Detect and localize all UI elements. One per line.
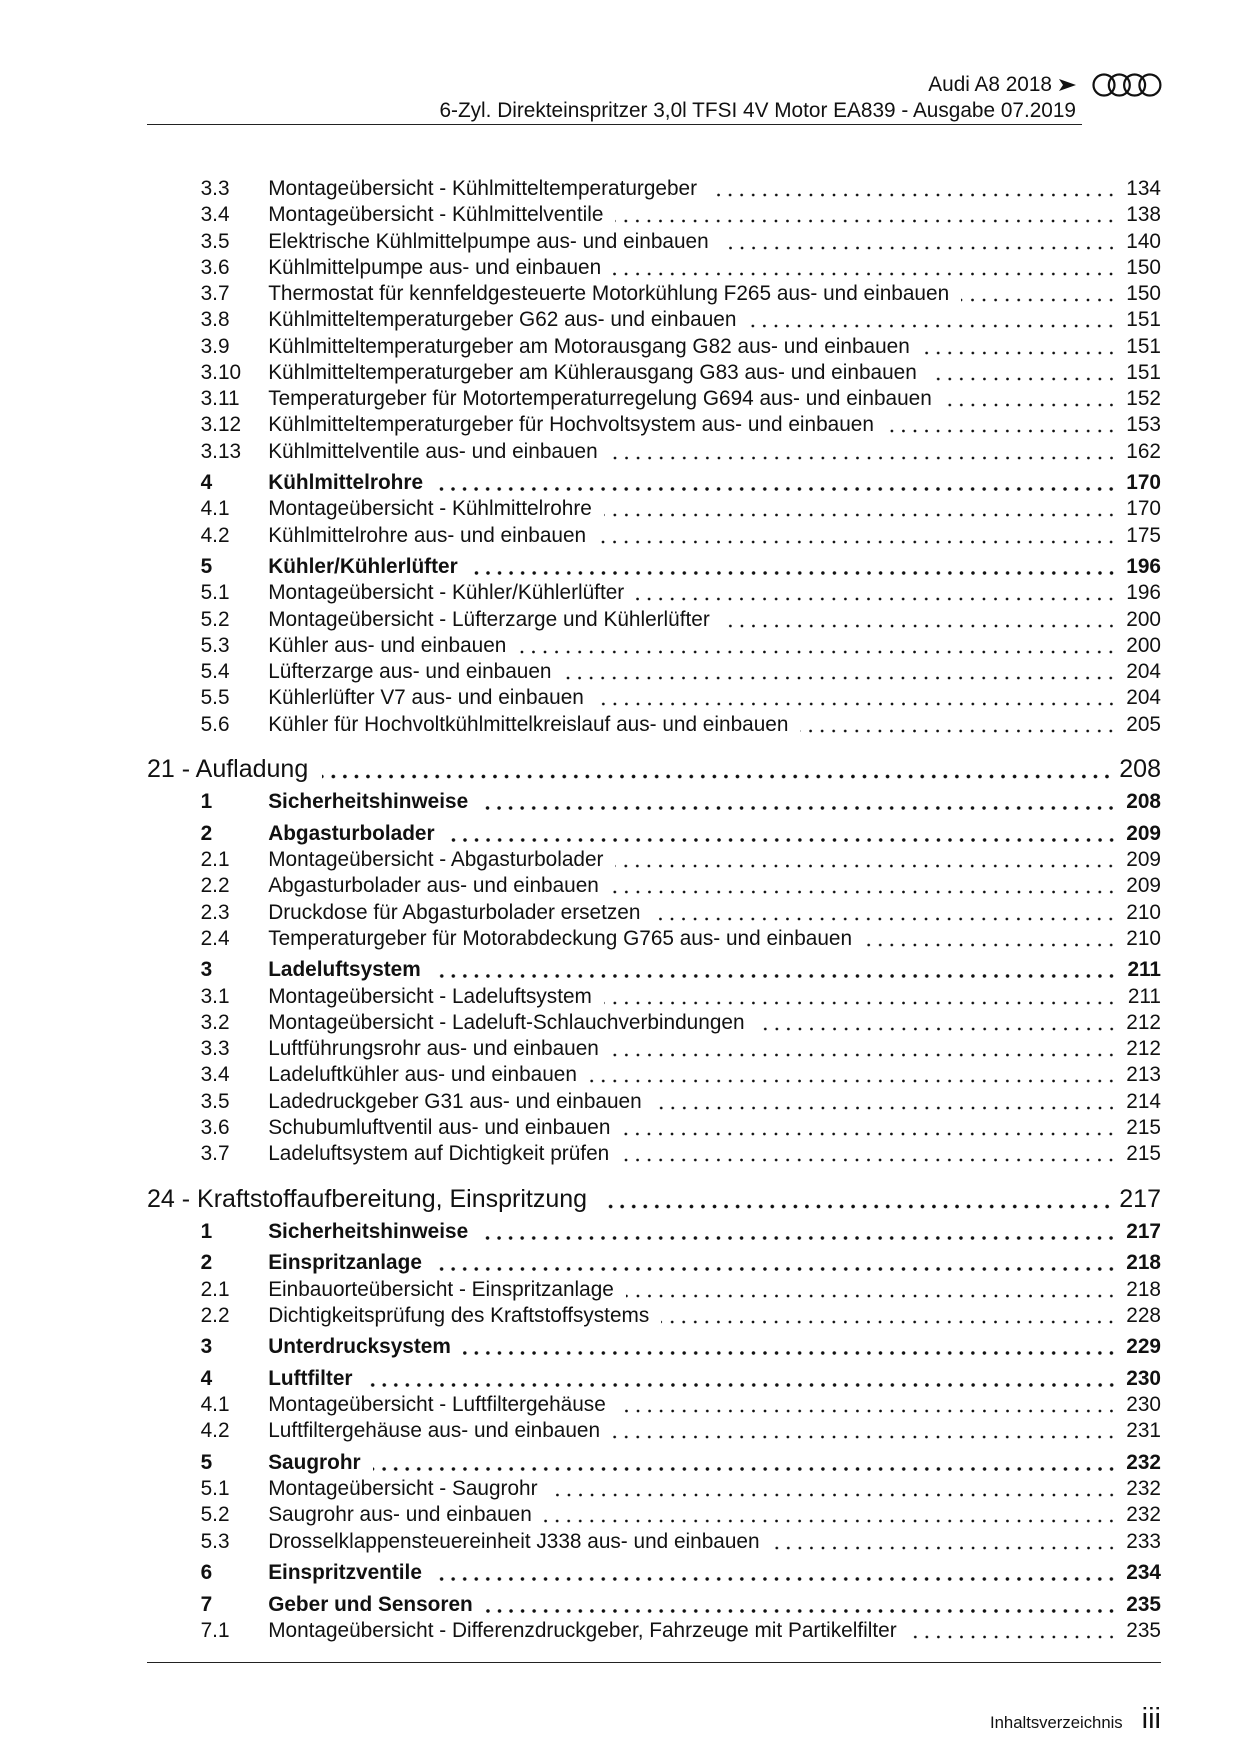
toc-entry (147, 496, 1161, 522)
toc-number: 3.8 (200, 308, 230, 332)
toc-title: Montageübersicht - Kühlmittelventile (268, 203, 604, 227)
toc-title: Kühlmitteltemperaturgeber G62 aus- und einbauen (268, 308, 737, 332)
toc-number: 3.5 (200, 229, 230, 253)
toc-entry (147, 255, 1161, 281)
toc-number: 2.3 (200, 900, 230, 924)
toc-section (147, 1250, 1161, 1276)
toc-number: 3.10 (200, 360, 242, 384)
toc-number: 3.2 (200, 1010, 230, 1034)
toc-page-number: 231 (1126, 1419, 1161, 1443)
footer-section-title: Inhaltsverzeichnis (990, 1713, 1123, 1732)
toc-page-number: 200 (1126, 607, 1161, 631)
toc-entry (147, 202, 1161, 228)
toc-title: Luftfilter (268, 1366, 353, 1390)
toc-number: 3.12 (200, 413, 242, 437)
toc-title: Saugrohr aus- und einbauen (268, 1503, 532, 1527)
toc-page-number: 215 (1126, 1142, 1161, 1166)
toc-page-number: 210 (1126, 900, 1161, 924)
toc-entry (147, 1036, 1161, 1062)
toc-leader-dots (886, 412, 1117, 438)
toc-title: Kühlmittelventile aus- und einbauen (268, 439, 598, 463)
toc-leader-dots (470, 554, 1117, 580)
toc-leader-dots (433, 957, 1117, 983)
toc-chapter (147, 1185, 1161, 1214)
toc-title: Abgasturbolader (268, 821, 435, 845)
toc-number: 2.2 (200, 1303, 230, 1327)
toc-title: Ladeluftsystem (268, 958, 421, 982)
toc-leader-dots (618, 1392, 1117, 1418)
toc-number: 3.4 (200, 1063, 230, 1087)
toc-number: 2 (200, 1251, 213, 1275)
toc-number: 5.3 (200, 1529, 230, 1553)
toc-page-number: 200 (1126, 633, 1161, 657)
toc-entry (147, 386, 1161, 412)
toc-entry (147, 685, 1161, 711)
toc-page-number: 232 (1126, 1450, 1161, 1474)
toc-number: 4.2 (200, 1419, 230, 1443)
edition-subtitle: 6-Zyl. Direkteinspritzer 3,0l TFSI 4V Motor EA839 - Ausgabe 07.2019 (439, 98, 1076, 122)
toc-page-number: 152 (1126, 387, 1161, 410)
toc-leader-dots (748, 307, 1117, 333)
toc-entry (147, 176, 1161, 202)
toc-number: 5.1 (200, 581, 230, 605)
toc-entry (147, 1418, 1161, 1444)
toc-section (147, 1219, 1161, 1245)
toc-number: 5.2 (200, 1503, 230, 1527)
toc-entry (147, 1277, 1161, 1303)
toc-title: Schubumluftventil aus- und einbauen (268, 1115, 611, 1139)
toc-title: Temperaturgeber für Motortemperaturregelung G694 aus- und einbauen (268, 387, 932, 410)
toc-page-number: 151 (1126, 308, 1161, 332)
toc-title: Elektrische Kühlmittelpumpe aus- und einbauen (268, 229, 709, 253)
arrow-right-icon (1059, 79, 1076, 91)
toc-leader-dots (604, 984, 1117, 1010)
toc-page-number: 204 (1126, 686, 1161, 710)
toc-leader-dots (621, 1141, 1117, 1167)
toc-leader-dots (613, 255, 1117, 281)
toc-page-number: 218 (1126, 1251, 1161, 1275)
toc-page-number: 150 (1126, 255, 1161, 279)
toc-page-number: 213 (1126, 1063, 1161, 1087)
toc-chapter (147, 755, 1161, 784)
toc-leader-dots (601, 1185, 1113, 1214)
toc-page-number: 151 (1126, 360, 1161, 384)
toc-number: 7 (200, 1592, 213, 1616)
toc-leader-dots (909, 1618, 1117, 1644)
toc-page-number: 232 (1126, 1477, 1161, 1501)
footer-rule (147, 1662, 1161, 1663)
toc-entry (147, 307, 1161, 333)
toc-number: 2 (200, 821, 213, 845)
toc-leader-dots (652, 900, 1117, 926)
toc-title: Kühler/Kühlerlüfter (268, 555, 458, 579)
toc-leader-dots (544, 1502, 1117, 1528)
toc-leader-dots (654, 1089, 1117, 1115)
toc-page-number: 217 (1119, 1184, 1161, 1213)
toc-page-number: 235 (1126, 1592, 1161, 1616)
toc-entry (147, 873, 1161, 899)
toc-title: Thermostat für kennfeldgesteuerte Motorkühlung F265 aus- und einbauen (268, 282, 950, 305)
toc-title: Ladeluftsystem auf Dichtigkeit prüfen (268, 1142, 610, 1166)
toc-title: Dichtigkeitsprüfung des Kraftstoffsystems (268, 1303, 650, 1327)
toc-title: Montageübersicht - Kühlmitteltemperaturgeber (268, 177, 698, 200)
toc-title: Abgasturbolader aus- und einbauen (268, 874, 599, 898)
toc-entry (147, 1529, 1161, 1555)
toc-leader-dots (922, 334, 1117, 360)
toc-number: 3.13 (200, 439, 242, 463)
toc-entry (147, 439, 1161, 465)
toc-section (147, 1334, 1161, 1360)
toc-leader-dots (434, 1250, 1117, 1276)
toc-page-number: 212 (1126, 1010, 1161, 1034)
toc-number: 3.4 (200, 203, 230, 227)
toc-title: Kühlmittelrohre aus- und einbauen (268, 523, 587, 547)
toc-entry (147, 281, 1161, 307)
toc-number: 3.6 (200, 1115, 230, 1139)
toc-number: 2.1 (200, 848, 230, 872)
toc-title: Saugrohr (268, 1450, 361, 1474)
toc-page-number: 209 (1126, 874, 1161, 898)
toc-page-number: 211 (1127, 984, 1161, 1008)
toc-leader-dots (864, 926, 1117, 952)
toc-page-number: 215 (1126, 1115, 1161, 1139)
toc-section (147, 1450, 1161, 1476)
toc-entry (147, 712, 1161, 738)
toc-leader-dots (480, 789, 1117, 815)
toc-page-number: 208 (1126, 790, 1161, 814)
toc-entry (147, 1476, 1161, 1502)
toc-page-number: 205 (1126, 712, 1161, 736)
toc-title: Luftführungsrohr aus- und einbauen (268, 1037, 599, 1061)
toc-page-number: 235 (1126, 1619, 1161, 1642)
toc-page-number: 209 (1126, 848, 1161, 872)
toc-entry (147, 1089, 1161, 1115)
toc-page-number: 196 (1126, 581, 1161, 605)
toc-page-number: 214 (1126, 1089, 1161, 1113)
toc-page-number: 228 (1126, 1303, 1161, 1327)
toc-section (147, 957, 1161, 983)
toc-number: 3.3 (200, 1037, 230, 1061)
toc-entry (147, 1010, 1161, 1036)
toc-page-number: 229 (1126, 1335, 1161, 1359)
toc-entry (147, 1115, 1161, 1141)
toc-entry (147, 1303, 1161, 1329)
toc-page-number: 150 (1126, 282, 1161, 305)
toc-number: 4 (200, 1366, 213, 1390)
toc-title: Einbauorteübersicht - Einspritzanlage (268, 1277, 614, 1301)
toc-number: 3.7 (200, 1142, 230, 1166)
toc-leader-dots (322, 755, 1113, 784)
page-footer (990, 1703, 1161, 1735)
toc-title: Montageübersicht - Differenzdruckgeber, Fahrzeuge mit Partikelfilter (268, 1619, 897, 1642)
toc-number: 4.1 (200, 497, 230, 521)
toc-leader-dots (550, 1476, 1117, 1502)
toc-number: 3 (200, 958, 213, 982)
toc-title: Kühlmitteltemperaturgeber für Hochvoltsystem aus- und einbauen (268, 413, 874, 437)
toc-leader-dots (722, 607, 1117, 633)
toc-leader-dots (626, 1277, 1117, 1303)
toc-title: Montageübersicht - Kühler/Kühlerlüfter (268, 581, 625, 605)
toc-number: 3.5 (200, 1089, 230, 1113)
toc-number: 4 (200, 471, 213, 495)
toc-page-number: 212 (1126, 1037, 1161, 1061)
toc-title: Montageübersicht - Kühlmittelrohre (268, 497, 592, 521)
toc-section (147, 821, 1161, 847)
toc-leader-dots (721, 229, 1117, 255)
page-header (439, 72, 1076, 123)
toc-leader-dots (611, 1036, 1117, 1062)
toc-title: Druckdose für Abgasturbolader ersetzen (268, 900, 641, 924)
toc-title: 21 - Aufladung (147, 755, 309, 784)
toc-number: 2.4 (200, 926, 230, 950)
toc-leader-dots (622, 1115, 1117, 1141)
toc-leader-dots (365, 1366, 1117, 1392)
toc-number: 3.11 (200, 387, 240, 410)
toc-number: 3.6 (200, 255, 230, 279)
toc-number: 5 (200, 1450, 213, 1474)
toc-page-number: 230 (1126, 1393, 1161, 1417)
toc-page-number: 233 (1126, 1529, 1161, 1553)
toc-section (147, 789, 1161, 815)
toc-number: 6 (200, 1561, 213, 1585)
toc-leader-dots (463, 1334, 1117, 1360)
toc-page-number: 230 (1126, 1366, 1161, 1390)
toc-title: Kühlerlüfter V7 aus- und einbauen (268, 686, 584, 710)
toc-entry (147, 1392, 1161, 1418)
toc-leader-dots (772, 1529, 1117, 1555)
toc-page-number: 140 (1126, 229, 1161, 253)
toc-leader-dots (961, 281, 1117, 307)
toc-number: 3.3 (200, 177, 230, 200)
toc-leader-dots (612, 1418, 1117, 1444)
toc-title: Einspritzanlage (268, 1251, 422, 1275)
toc-title: Luftfiltergehäuse aus- und einbauen (268, 1419, 601, 1443)
toc-entry (147, 659, 1161, 685)
toc-title: Kühlmittelrohre (268, 471, 424, 495)
toc-page-number: 209 (1126, 821, 1161, 845)
toc-leader-dots (447, 821, 1117, 847)
toc-title: Kühlmittelpumpe aus- und einbauen (268, 255, 602, 279)
toc-title: Montageübersicht - Luftfiltergehäuse (268, 1393, 606, 1417)
audi-rings-logo-icon (1092, 72, 1162, 98)
toc-leader-dots (598, 523, 1117, 549)
toc-page-number: 175 (1126, 523, 1161, 547)
toc-title: Kühlmitteltemperaturgeber am Motorausgang G82 aus- und einbauen (268, 334, 910, 358)
toc-entry (147, 412, 1161, 438)
toc-section (147, 1592, 1161, 1618)
toc-leader-dots (611, 873, 1117, 899)
toc-entry (147, 1062, 1161, 1088)
toc-number: 3.7 (200, 282, 230, 305)
table-of-contents (147, 176, 1161, 1644)
toc-leader-dots (485, 1592, 1117, 1618)
toc-leader-dots (373, 1450, 1117, 1476)
toc-leader-dots (435, 470, 1117, 496)
toc-entry (147, 984, 1161, 1010)
toc-leader-dots (480, 1219, 1117, 1245)
toc-number: 5.2 (200, 607, 230, 631)
toc-entry (147, 1502, 1161, 1528)
toc-entry (147, 847, 1161, 873)
toc-entry (147, 900, 1161, 926)
header-rule (147, 124, 1082, 125)
toc-title: Ladeluftkühler aus- und einbauen (268, 1063, 577, 1087)
toc-page-number: 218 (1126, 1277, 1161, 1301)
toc-number: 5 (200, 555, 213, 579)
toc-section (147, 470, 1161, 496)
toc-number: 2.1 (200, 1277, 230, 1301)
model-title: Audi A8 2018 (928, 73, 1052, 96)
toc-title: Lüfterzarge aus- und einbauen (268, 660, 552, 684)
toc-page-number: 162 (1126, 439, 1161, 463)
toc-number: 1 (200, 1219, 213, 1243)
toc-number: 5.5 (200, 686, 230, 710)
toc-page-number: 208 (1119, 755, 1161, 784)
toc-entry (147, 607, 1161, 633)
toc-title: Einspritzventile (268, 1561, 422, 1585)
toc-page-number: 170 (1126, 497, 1161, 521)
toc-number: 3 (200, 1335, 213, 1359)
toc-title: Geber und Sensoren (268, 1592, 473, 1616)
toc-entry (147, 229, 1161, 255)
toc-number: 5.3 (200, 633, 230, 657)
toc-number: 3.1 (200, 984, 230, 1008)
toc-entry (147, 1618, 1161, 1644)
toc-section (147, 1366, 1161, 1392)
toc-title: Ladedruckgeber G31 aus- und einbauen (268, 1089, 642, 1113)
toc-entry (147, 926, 1161, 952)
toc-page-number: 196 (1126, 555, 1161, 579)
toc-title: Montageübersicht - Lüfterzarge und Kühlerlüfter (268, 607, 710, 631)
toc-entry (147, 1141, 1161, 1167)
toc-title: Unterdrucksystem (268, 1335, 451, 1359)
toc-leader-dots (615, 202, 1117, 228)
toc-page-number: 204 (1126, 660, 1161, 684)
toc-leader-dots (589, 1062, 1117, 1088)
toc-leader-dots (615, 847, 1117, 873)
toc-entry (147, 523, 1161, 549)
toc-number: 4.1 (200, 1393, 230, 1417)
toc-page-number: 151 (1126, 334, 1161, 358)
toc-leader-dots (434, 1560, 1117, 1586)
toc-page-number: 210 (1126, 926, 1161, 950)
toc-leader-dots (596, 685, 1117, 711)
toc-leader-dots (518, 633, 1117, 659)
toc-leader-dots (563, 659, 1117, 685)
toc-number: 1 (200, 790, 213, 814)
toc-number: 4.2 (200, 523, 230, 547)
toc-page-number: 153 (1126, 413, 1161, 437)
toc-number: 5.4 (200, 660, 230, 684)
toc-number: 5.1 (200, 1477, 230, 1501)
toc-title: Sicherheitshinweise (268, 1219, 469, 1243)
toc-entry (147, 334, 1161, 360)
toc-number: 5.6 (200, 712, 230, 736)
toc-title: Montageübersicht - Ladeluftsystem (268, 984, 592, 1008)
toc-title: Sicherheitshinweise (268, 790, 469, 814)
toc-title: Kühler für Hochvoltkühlmittelkreislauf aus- und einbauen (268, 712, 789, 736)
toc-title: Kühlmitteltemperaturgeber am Kühlerausgang G83 aus- und einbauen (268, 360, 917, 384)
toc-title: Montageübersicht - Abgasturbolader (268, 848, 604, 872)
toc-leader-dots (661, 1303, 1117, 1329)
toc-title: Temperaturgeber für Motorabdeckung G765 aus- und einbauen (268, 926, 853, 950)
toc-title: 24 - Kraftstoffaufbereitung, Einspritzung (147, 1184, 588, 1213)
toc-leader-dots (709, 176, 1117, 202)
toc-leader-dots (929, 360, 1117, 386)
page-number: iii (1141, 1703, 1161, 1735)
toc-leader-dots (636, 580, 1117, 606)
toc-title: Montageübersicht - Saugrohr (268, 1477, 538, 1501)
toc-leader-dots (757, 1010, 1117, 1036)
toc-leader-dots (610, 439, 1117, 465)
toc-number: 7.1 (200, 1619, 230, 1642)
model-line (439, 72, 1076, 98)
toc-number: 2.2 (200, 874, 230, 898)
toc-entry (147, 360, 1161, 386)
toc-number: 3.9 (200, 334, 230, 358)
toc-page-number: 134 (1126, 177, 1161, 200)
toc-page-number: 234 (1126, 1561, 1161, 1585)
toc-section (147, 1560, 1161, 1586)
toc-entry (147, 633, 1161, 659)
toc-leader-dots (800, 712, 1117, 738)
toc-page-number: 217 (1126, 1219, 1161, 1243)
toc-title: Drosselklappensteuereinheit J338 aus- und einbauen (268, 1529, 760, 1553)
toc-title: Montageübersicht - Ladeluft-Schlauchverbindungen (268, 1010, 745, 1034)
toc-page-number: 232 (1126, 1503, 1161, 1527)
toc-entry (147, 580, 1161, 606)
toc-section (147, 554, 1161, 580)
toc-page-number: 138 (1126, 203, 1161, 227)
toc-page-number: 211 (1127, 958, 1161, 982)
toc-leader-dots (604, 496, 1117, 522)
toc-page-number: 170 (1126, 471, 1161, 495)
toc-title: Kühler aus- und einbauen (268, 633, 507, 657)
toc-leader-dots (944, 386, 1117, 412)
